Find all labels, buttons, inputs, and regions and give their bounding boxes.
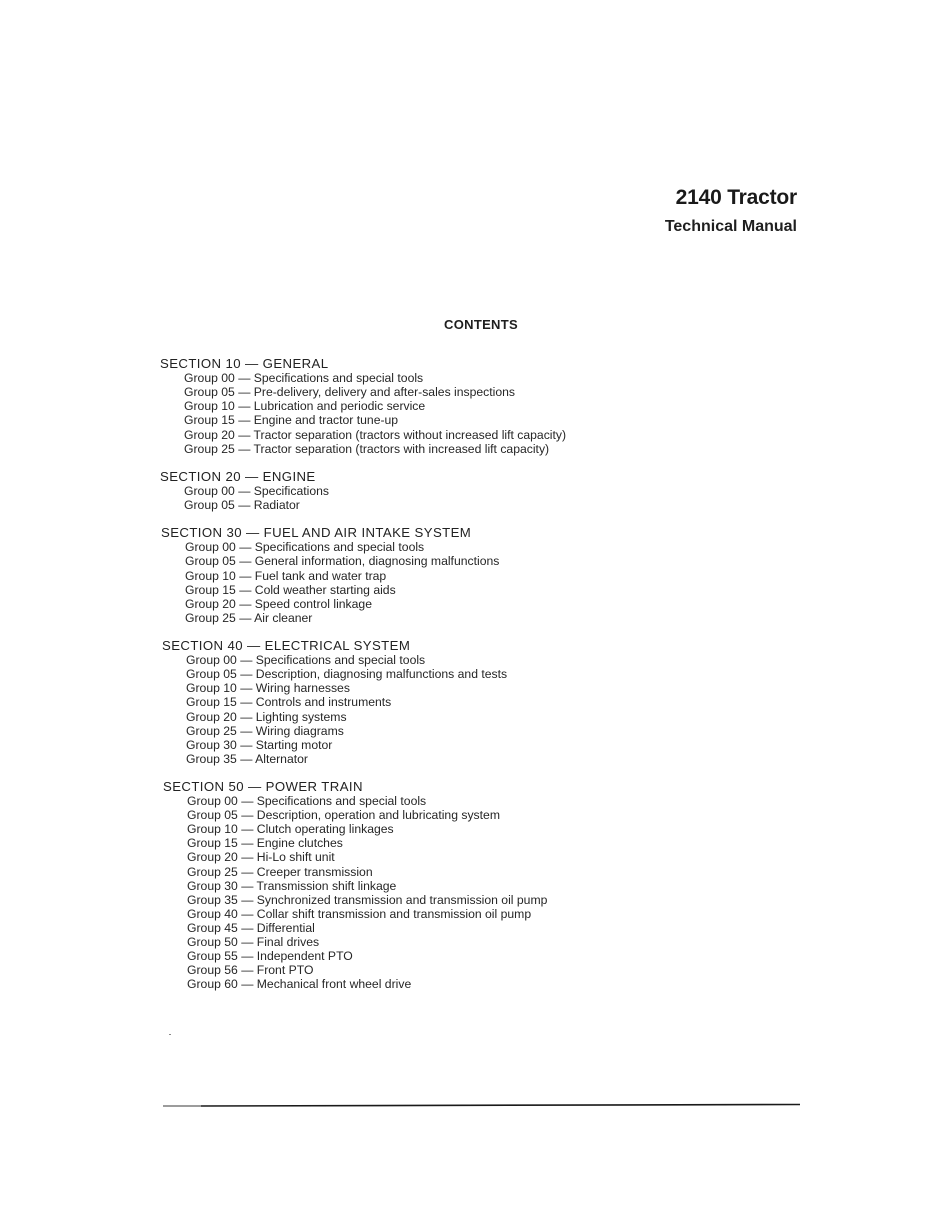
group-entry: Group 15 — Controls and instruments	[186, 695, 392, 710]
table-of-contents	[160, 357, 800, 1005]
section-title: SECTION 10 — GENERAL	[160, 356, 329, 371]
group-entry: Group 05 — General information, diagnosing malfunctions	[185, 554, 500, 569]
toc-section	[160, 470, 800, 512]
group-entry: Group 00 — Specifications and special tools	[187, 794, 427, 809]
toc-section	[162, 639, 800, 766]
section-title: SECTION 50 — POWER TRAIN	[163, 778, 363, 794]
group-entry: Group 25 — Tractor separation (tractors with increased lift capacity)	[184, 441, 550, 456]
section-title: SECTION 30 — FUEL AND AIR INTAKE SYSTEM	[161, 525, 472, 541]
group-entry: Group 15 — Cold weather starting aids	[185, 582, 396, 597]
group-entry: Group 10 — Lubrication and periodic service	[184, 399, 426, 414]
group-entry: Group 10 — Wiring harnesses	[186, 681, 350, 696]
toc-section	[160, 357, 800, 456]
group-entry: Group 25 — Creeper transmission	[187, 864, 373, 879]
manual-title: 2140 Tractor	[675, 186, 797, 209]
group-entry: Group 60 — Mechanical front wheel drive	[187, 977, 412, 992]
group-entry: Group 20 — Speed control linkage	[185, 596, 372, 611]
manual-subtitle: Technical Manual	[664, 218, 797, 235]
group-entry: Group 30 — Transmission shift linkage	[187, 878, 397, 893]
group-entry: Group 05 — Description, diagnosing malfunctions and tests	[186, 667, 508, 682]
group-entry: Group 25 — Air cleaner	[185, 610, 313, 625]
toc-section	[161, 526, 800, 625]
group-entry: Group 40 — Collar shift transmission and transmission oil pump	[187, 906, 532, 921]
group-entry: Group 15 — Engine and tractor tune-up	[184, 413, 399, 428]
group-entry: Group 55 — Independent PTO	[187, 949, 353, 964]
group-entry: Group 00 — Specifications and special tools	[185, 540, 425, 555]
section-title: SECTION 20 — ENGINE	[160, 468, 316, 484]
toc-section	[163, 780, 800, 992]
group-entry: Group 15 — Engine clutches	[187, 836, 343, 851]
bottom-rule	[163, 1103, 800, 1107]
group-entry: Group 20 — Tractor separation (tractors without increased lift capacity)	[184, 427, 567, 442]
title-block	[665, 183, 797, 241]
group-entry: Group 05 — Radiator	[184, 498, 300, 513]
group-entry: Group 30 — Starting motor	[186, 737, 333, 752]
group-entry: Group 20 — Hi-Lo shift unit	[187, 850, 335, 865]
group-entry: Group 45 — Differential	[187, 920, 315, 935]
group-entry: Group 35 — Synchronized transmission and transmission oil pump	[187, 892, 548, 907]
group-entry: Group 20 — Lighting systems	[186, 709, 347, 724]
group-entry: Group 10 — Clutch operating linkages	[187, 822, 394, 837]
section-title: SECTION 40 — ELECTRICAL SYSTEM	[162, 637, 411, 653]
group-entry: Group 00 — Specifications and special tools	[184, 371, 424, 386]
group-entry: Group 05 — Description, operation and lubricating system	[187, 808, 500, 823]
group-entry: Group 00 — Specifications and special tools	[186, 653, 426, 668]
group-entry: Group 00 — Specifications	[184, 483, 329, 498]
group-entry: Group 05 — Pre-delivery, delivery and after-sales inspections	[184, 385, 516, 400]
group-entry: Group 25 — Wiring diagrams	[186, 723, 344, 738]
contents-heading: CONTENTS	[444, 317, 518, 332]
group-entry: Group 35 — Alternator	[186, 751, 308, 766]
scan-speck	[169, 1034, 171, 1035]
group-entry: Group 56 — Front PTO	[187, 963, 314, 978]
group-entry: Group 10 — Fuel tank and water trap	[185, 568, 387, 583]
group-entry: Group 50 — Final drives	[187, 935, 320, 950]
